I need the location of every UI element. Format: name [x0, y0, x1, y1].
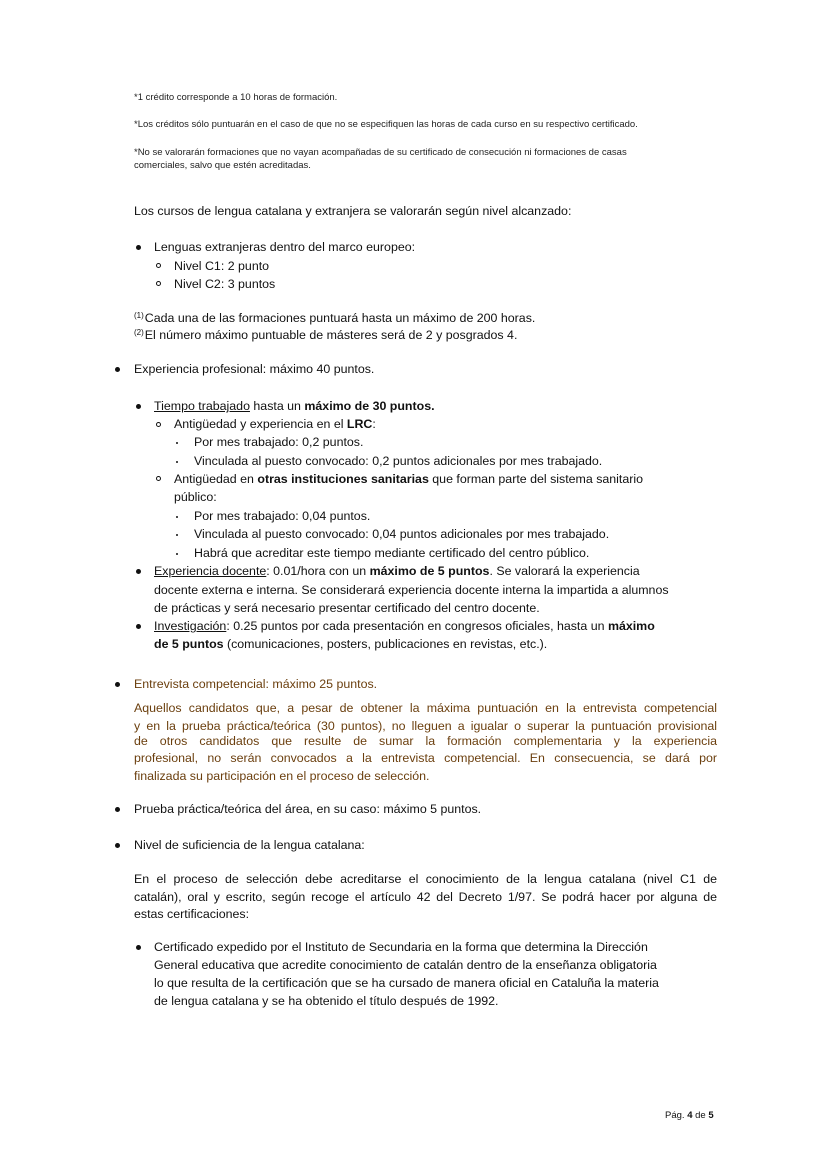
- investigacion-line2-rest: (comunicaciones, posters, publicaciones en revistas, etc.).: [223, 637, 548, 651]
- cert-line: General educativa que acredite conocimiento de catalán dentro de la enseñanza obligatoria: [154, 958, 657, 972]
- bullet-icon: [136, 624, 141, 629]
- investigacion-mid: : 0.25 puntos por cada presentación en congresos oficiales, hasta un: [226, 619, 608, 633]
- bullet-icon: [136, 569, 141, 574]
- otras-subitem: Habrá que acreditar este tiempo mediante certificado del centro público.: [194, 546, 590, 560]
- investigacion-label: Investigación: [154, 619, 227, 633]
- otras-prefix: Antigüedad en: [174, 472, 258, 486]
- level-c1: Nivel C1: 2 punto: [174, 259, 270, 273]
- level-c2: Nivel C2: 3 puntos: [174, 277, 276, 291]
- page-total: 5: [708, 1110, 714, 1121]
- practical-title: Prueba práctica/teórica del área, en su caso: máximo 5 puntos.: [134, 802, 482, 816]
- lrc-item: [174, 415, 376, 433]
- investigacion-line2: [154, 635, 547, 653]
- experience-title: Experiencia profesional: máximo 40 puntos.: [134, 362, 375, 376]
- interview-line: profesional, no serán convocados a la entrevista competencial. En consecuencia, se dará por: [134, 751, 717, 765]
- docente-label: Experiencia docente: [154, 564, 267, 578]
- footnote-1-text: Cada una de las formaciones puntuará hasta un máximo de 200 horas.: [144, 311, 536, 325]
- bullet-icon: [136, 945, 141, 950]
- note-certificates-line1: *No se valorarán formaciones que no vayan acompañadas de su certificado de consecución ni formaciones de casas: [134, 147, 627, 158]
- footnote-2: [134, 326, 517, 346]
- tiempo-mid-text: hasta un: [249, 399, 305, 413]
- note-credits-scoring: *Los créditos sólo puntuarán en el caso de que no se especifiquen las horas de cada curso en su respectivo certificado.: [134, 119, 638, 130]
- interview-title: Entrevista competencial: máximo 25 puntos.: [134, 677, 378, 691]
- docente-mid: : 0.01/hora con un: [266, 564, 370, 578]
- page-prefix: Pág.: [665, 1110, 688, 1121]
- docente-item: [154, 562, 640, 580]
- lrc-subitem: Vinculada al puesto convocado: 0,2 puntos adicionales por mes trabajado.: [194, 454, 603, 468]
- lrc-subitem: Por mes trabajado: 0,2 puntos.: [194, 435, 364, 449]
- tiempo-trabajado-item: [154, 397, 435, 415]
- interview-line: finalizada su participación en el proceso de selección.: [134, 769, 430, 783]
- dot-bullet-icon: [176, 461, 178, 463]
- interview-line: Aquellos candidatos que, a pesar de obtener la máxima puntuación en la entrevista competencial: [134, 701, 717, 715]
- cert-line: de lengua catalana y se ha obtenido el título después de 1992.: [154, 994, 499, 1008]
- languages-intro: Los cursos de lengua catalana y extranjera se valorarán según nivel alcanzado:: [134, 204, 572, 218]
- page-number: [665, 1107, 714, 1125]
- circle-bullet-icon: [156, 476, 161, 481]
- interview-line: de otros candidatos que resulte de sumar la formación complementaria y la experiencia: [134, 734, 717, 748]
- bullet-icon: [136, 404, 141, 409]
- note-certificates-line2: comerciales, salvo que estén acreditadas.: [134, 160, 311, 171]
- dot-bullet-icon: [176, 516, 178, 518]
- tiempo-max: máximo de 30 puntos.: [304, 399, 435, 413]
- circle-bullet-icon: [156, 263, 161, 268]
- bullet-icon: [115, 843, 120, 848]
- catalan-line: En el proceso de selección debe acreditarse el conocimiento de la lengua catalana (nivel C1 de: [134, 872, 717, 886]
- investigacion-item: [154, 617, 655, 635]
- otras-item: [174, 470, 643, 488]
- catalan-title: Nivel de suficiencia de la lengua catalana:: [134, 838, 365, 852]
- bullet-icon: [115, 682, 120, 687]
- dot-bullet-icon: [176, 442, 178, 444]
- investigacion-line2-bold: de 5 puntos: [154, 637, 224, 651]
- note-credit-hours: *1 crédito corresponde a 10 horas de formación.: [134, 92, 338, 103]
- otras-line2: público:: [174, 490, 217, 504]
- page-mid: de: [692, 1110, 709, 1121]
- circle-bullet-icon: [156, 422, 161, 427]
- footnote-2-mark: (2): [134, 328, 144, 337]
- interview-line: y en la prueba práctica/teórica (30 puntos), no lleguen a igualar o superar la puntuación provisional: [134, 719, 717, 733]
- page-current: 4: [687, 1110, 693, 1121]
- footnote-2-text: El número máximo puntuable de másteres será de 2 y posgrados 4.: [144, 328, 518, 342]
- circle-bullet-icon: [156, 281, 161, 286]
- docente-line2: docente externa e interna. Se considerará experiencia docente interna la impartida a alumnos: [154, 583, 669, 597]
- bullet-icon: [115, 367, 120, 372]
- bullet-icon: [136, 245, 141, 250]
- foreign-languages-item: Lenguas extranjeras dentro del marco europeo:: [154, 240, 416, 254]
- footnote-1-mark: (1): [134, 311, 144, 320]
- bullet-icon: [115, 807, 120, 812]
- otras-suffix: que forman parte del sistema sanitario: [428, 472, 644, 486]
- lrc-prefix: Antigüedad y experiencia en el: [174, 417, 347, 431]
- docente-line3: de prácticas y será necesario presentar certificado del centro docente.: [154, 601, 540, 615]
- cert-line: Certificado expedido por el Instituto de Secundaria en la forma que determina la Dirección: [154, 940, 648, 954]
- otras-subitem: Por mes trabajado: 0,04 puntos.: [194, 509, 371, 523]
- otras-bold: otras instituciones sanitarias: [257, 472, 429, 486]
- tiempo-trabajado-label: Tiempo trabajado: [154, 399, 250, 413]
- docente-rest: . Se valorará la experiencia: [489, 564, 640, 578]
- cert-line: lo que resulta de la certificación que se ha cursado de manera oficial en Cataluña la materia: [154, 976, 659, 990]
- dot-bullet-icon: [176, 553, 178, 555]
- otras-subitem: Vinculada al puesto convocado: 0,04 puntos adicionales por mes trabajado.: [194, 527, 610, 541]
- lrc-bold: LRC: [346, 417, 373, 431]
- catalan-line: catalán), oral y escrito, según recoge el artículo 42 del Decreto 1/97. Se podrá hacer por alguna de: [134, 890, 717, 904]
- docente-max: máximo de 5 puntos: [369, 564, 490, 578]
- lrc-suffix: :: [372, 417, 376, 431]
- catalan-line: estas certificaciones:: [134, 907, 250, 921]
- dot-bullet-icon: [176, 534, 178, 536]
- investigacion-max: máximo: [607, 619, 655, 633]
